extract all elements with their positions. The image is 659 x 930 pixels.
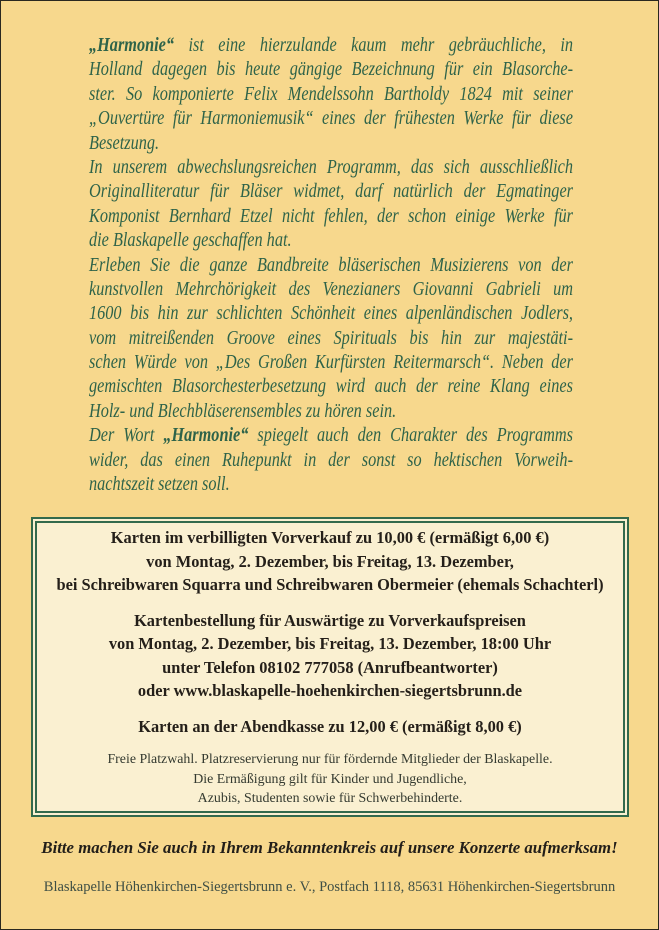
ticket-info-line: von Montag, 2. Dezember, bis Freitag, 13. Dezember, 18:00 Uhr [108,634,552,653]
ticket-info-line: Azubis, Studenten sowie für Schwerbehinderte. [197,791,463,806]
intro-line: vom mitreißenden Groove eines Spirituals bis hin zur majestäti- [89,325,573,349]
intro-line: 1600 bis hin zur schlichten Schönheit eines alpenländischen Jodlers, [89,301,573,325]
intro-line: gemischten Blasorchesterbesetzung wird auch der reine Klang eines [89,374,573,398]
ticket-info-group [41,526,619,597]
address-line: Blaskapelle Höhenkirchen-Siegertsbrunn e. V., Postfach 1118, 85631 Höhenkirchen-Siegertsbrunn [43,879,616,895]
ticket-info-content [41,526,619,809]
intro-line: kunstvollen Mehrchörigkeit des Venezianers Giovanni Gabrieli um [89,276,573,300]
ticket-info-line: Freie Platzwahl. Platzreservierung nur für fördernde Mitglieder der Blaskapelle. [107,752,553,767]
ticket-info-group [41,715,619,739]
intro-line: wider, das einen Ruhepunkt in der sonst so hektischen Vorweih- [89,447,573,471]
ticket-info-line: von Montag, 2. Dezember, bis Freitag, 13. Dezember, [146,551,514,571]
ticket-info-line: bei Schreibwaren Squarra und Schreibwaren Obermeier (ehemals Schachterl) [56,575,604,594]
intro-line: Komponist Bernhard Etzel nicht fehlen, der schon einige Werke für [89,203,573,227]
intro-line: „Harmonie“ ist eine hierzulande kaum mehr gebräuchliche, in [89,32,573,56]
intro-line: ster. So komponierte Felix Mendelssohn Bartholdy 1824 mit seiner [89,81,573,105]
ticket-info-group [41,609,619,703]
appeal-line: Bitte machen Sie auch in Ihrem Bekanntenkreis auf unsere Konzerte aufmerksam! [41,838,618,857]
intro-line: In unserem abwechslungsreichen Programm, das sich ausschließlich [89,154,573,178]
intro-line: Erleben Sie die ganze Bandbreite bläserischen Musizierens von der [89,252,573,276]
intro-text [89,33,573,496]
ticket-info-line: Die Ermäßigung gilt für Kinder und Jugendliche, [193,771,467,787]
intro-line: Besetzung. [89,130,160,154]
intro-line: schen Würde von „Des Großen Kurfürsten Reitermarsch“. Neben der [89,350,573,373]
intro-line: Der Wort „Harmonie“ spiegelt auch den Charakter des Programms [89,423,574,447]
ticket-info-line: unter Telefon 08102 777058 (Anrufbeantworter) [162,657,498,677]
ticket-info-box [31,517,629,817]
ticket-info-line: Kartenbestellung für Auswärtige zu Vorverkaufspreisen [134,610,526,630]
intro-line: Holz- und Blechbläserensembles zu hören sein. [89,398,397,422]
ticket-info-group [41,750,619,809]
intro-line: Holland dagegen bis heute gängige Bezeichnung für ein Blasorche- [89,57,573,81]
intro-line: die Blaskapelle geschaffen hat. [89,228,292,251]
ticket-info-line: Karten an der Abendkasse zu 12,00 € (ermäßigt 8,00 €) [138,716,522,736]
ticket-info-line: oder www.blaskapelle-hoehenkirchen-siegertsbrunn.de [137,681,523,700]
intro-line: nachtszeit setzen soll. [89,471,230,495]
ticket-info-line: Karten im verbilligten Vorverkauf zu 10,00 € (ermäßigt 6,00 €) [110,528,550,547]
intro-line: Originalliteratur für Bläser widmet, darf natürlich der Egmatinger [89,179,573,203]
intro-line: „Ouvertüre für Harmoniemusik“ eines der frühesten Werke für diese [89,106,573,129]
